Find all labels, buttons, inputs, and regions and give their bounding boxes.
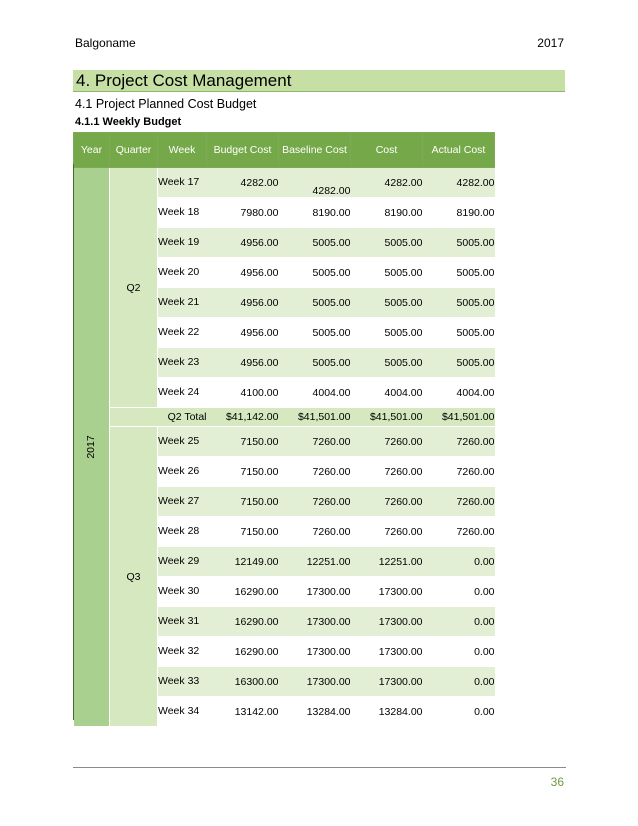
cell-budget: 16290.00 xyxy=(207,637,279,667)
cell-baseline: 5005.00 xyxy=(279,288,351,318)
cell-budget: 7150.00 xyxy=(207,517,279,547)
cell-cost: 5005.00 xyxy=(351,258,423,288)
cell-budget: 16290.00 xyxy=(207,607,279,637)
table-row xyxy=(74,168,495,198)
cell-cost: 5005.00 xyxy=(351,318,423,348)
cell-week: Week 18 xyxy=(158,198,207,228)
quarter-cell-q2: Q2 xyxy=(110,168,158,408)
weekly-budget-table xyxy=(73,132,495,727)
subsubsection-title: 4.1.1 Weekly Budget xyxy=(75,116,182,128)
column-header-cost: Cost xyxy=(351,133,423,168)
cell-budget: 4956.00 xyxy=(207,318,279,348)
cell-baseline: 5005.00 xyxy=(279,258,351,288)
cell-actual: 4004.00 xyxy=(423,378,495,408)
cell-week: Week 17 xyxy=(158,168,207,198)
cell-actual: 5005.00 xyxy=(423,258,495,288)
cell-cost: 7260.00 xyxy=(351,487,423,517)
cell-cost: 7260.00 xyxy=(351,517,423,547)
section-title: 4. Project Cost Management xyxy=(73,70,565,92)
cell-cost: 7260.00 xyxy=(351,427,423,457)
cell-actual: 8190.00 xyxy=(423,198,495,228)
cell-baseline: 17300.00 xyxy=(279,607,351,637)
cell-week: Week 31 xyxy=(158,607,207,637)
cell-baseline: 8190.00 xyxy=(279,198,351,228)
cell-week: Week 25 xyxy=(158,427,207,457)
q2-total-actual: $41,501.00 xyxy=(423,408,495,427)
cell-baseline: 4282.00 xyxy=(279,168,351,198)
cell-actual: 7260.00 xyxy=(423,517,495,547)
table-row xyxy=(74,427,495,457)
cell-actual: 5005.00 xyxy=(423,348,495,378)
year-cell xyxy=(74,168,110,727)
cell-budget: 16300.00 xyxy=(207,667,279,697)
cell-baseline: 7260.00 xyxy=(279,427,351,457)
cell-week: Week 19 xyxy=(158,228,207,258)
column-header-week: Week xyxy=(158,133,207,168)
cell-week: Week 32 xyxy=(158,637,207,667)
cell-budget: 4100.00 xyxy=(207,378,279,408)
cell-cost: 17300.00 xyxy=(351,607,423,637)
cell-budget: 4956.00 xyxy=(207,258,279,288)
cell-cost: 5005.00 xyxy=(351,228,423,258)
cell-budget: 4956.00 xyxy=(207,228,279,258)
cell-actual: 0.00 xyxy=(423,697,495,727)
q2-total-baseline: $41,501.00 xyxy=(279,408,351,427)
q2-total-label: Q2 Total xyxy=(110,408,207,427)
column-header-budget-cost: Budget Cost xyxy=(207,133,279,168)
column-header-quarter: Quarter xyxy=(110,133,158,168)
cell-cost: 13284.00 xyxy=(351,697,423,727)
cell-actual: 5005.00 xyxy=(423,228,495,258)
cell-week: Week 30 xyxy=(158,577,207,607)
cell-week: Week 22 xyxy=(158,318,207,348)
cell-baseline: 17300.00 xyxy=(279,667,351,697)
cell-budget: 4956.00 xyxy=(207,348,279,378)
cell-baseline: 7260.00 xyxy=(279,487,351,517)
q2-total-cost: $41,501.00 xyxy=(351,408,423,427)
cell-actual: 7260.00 xyxy=(423,457,495,487)
cell-cost: 12251.00 xyxy=(351,547,423,577)
footer-divider xyxy=(73,767,566,768)
cell-budget: 7150.00 xyxy=(207,487,279,517)
column-header-year: Year xyxy=(74,133,110,168)
cell-cost: 17300.00 xyxy=(351,637,423,667)
cell-week: Week 28 xyxy=(158,517,207,547)
cell-week: Week 20 xyxy=(158,258,207,288)
page-number: 36 xyxy=(550,775,564,789)
cell-week: Week 34 xyxy=(158,697,207,727)
cell-cost: 4004.00 xyxy=(351,378,423,408)
cell-week: Week 21 xyxy=(158,288,207,318)
cell-week: Week 27 xyxy=(158,487,207,517)
year-label: 2017 xyxy=(85,435,98,459)
cell-week: Week 24 xyxy=(158,378,207,408)
header-year: 2017 xyxy=(537,36,564,50)
cell-cost: 7260.00 xyxy=(351,457,423,487)
cell-actual: 0.00 xyxy=(423,637,495,667)
cell-baseline: 5005.00 xyxy=(279,228,351,258)
cell-baseline: 7260.00 xyxy=(279,457,351,487)
cell-actual: 5005.00 xyxy=(423,318,495,348)
cell-actual: 7260.00 xyxy=(423,427,495,457)
cell-cost: 17300.00 xyxy=(351,667,423,697)
cell-budget: 7150.00 xyxy=(207,457,279,487)
cell-week: Week 23 xyxy=(158,348,207,378)
table-header-row xyxy=(74,133,495,168)
cell-actual: 0.00 xyxy=(423,667,495,697)
column-header-actual-cost: Actual Cost xyxy=(423,133,495,168)
cell-baseline: 5005.00 xyxy=(279,348,351,378)
cell-actual: 4282.00 xyxy=(423,168,495,198)
column-header-baseline-cost: Baseline Cost xyxy=(279,133,351,168)
cell-actual: 7260.00 xyxy=(423,487,495,517)
header-company: Balgoname xyxy=(75,36,136,50)
q2-total-budget: $41,142.00 xyxy=(207,408,279,427)
cell-budget: 7980.00 xyxy=(207,198,279,228)
table-left-border xyxy=(73,164,74,720)
q2-total-row xyxy=(74,408,495,427)
cell-baseline: 7260.00 xyxy=(279,517,351,547)
cell-baseline: 13284.00 xyxy=(279,697,351,727)
cell-baseline: 12251.00 xyxy=(279,547,351,577)
cell-baseline: 17300.00 xyxy=(279,577,351,607)
cell-budget: 4956.00 xyxy=(207,288,279,318)
cell-actual: 5005.00 xyxy=(423,288,495,318)
cell-week: Week 33 xyxy=(158,667,207,697)
cell-budget: 7150.00 xyxy=(207,427,279,457)
cell-week: Week 26 xyxy=(158,457,207,487)
cell-baseline: 4004.00 xyxy=(279,378,351,408)
cell-cost: 5005.00 xyxy=(351,288,423,318)
cell-budget: 13142.00 xyxy=(207,697,279,727)
cell-cost: 5005.00 xyxy=(351,348,423,378)
cell-cost: 8190.00 xyxy=(351,198,423,228)
cell-budget: 12149.00 xyxy=(207,547,279,577)
cell-actual: 0.00 xyxy=(423,607,495,637)
cell-cost: 4282.00 xyxy=(351,168,423,198)
cell-actual: 0.00 xyxy=(423,547,495,577)
cell-cost: 17300.00 xyxy=(351,577,423,607)
cell-actual: 0.00 xyxy=(423,577,495,607)
cell-baseline: 17300.00 xyxy=(279,637,351,667)
cell-budget: 16290.00 xyxy=(207,577,279,607)
cell-baseline: 5005.00 xyxy=(279,318,351,348)
subsection-title: 4.1 Project Planned Cost Budget xyxy=(75,97,257,111)
cell-week: Week 29 xyxy=(158,547,207,577)
quarter-cell-q3: Q3 xyxy=(110,427,158,727)
cell-budget: 4282.00 xyxy=(207,168,279,198)
